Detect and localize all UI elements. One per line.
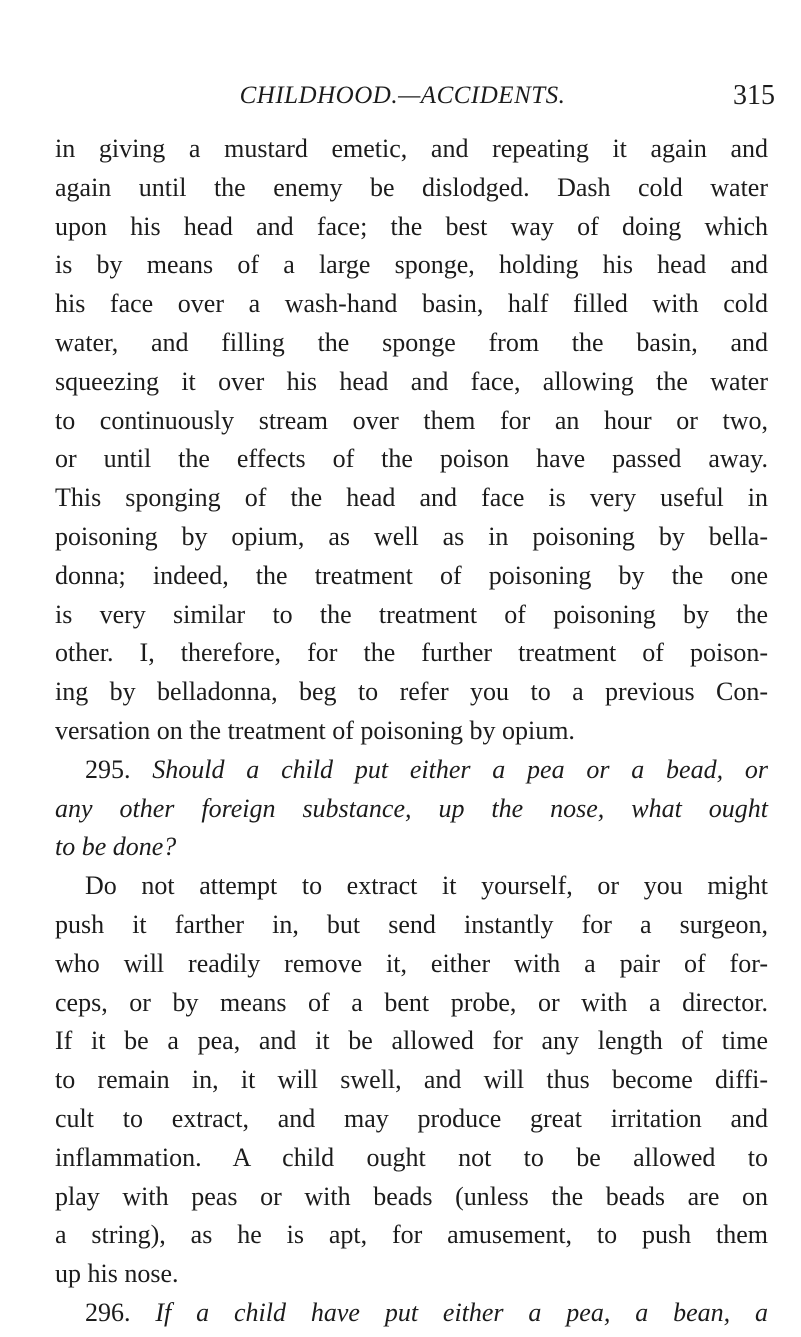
text-line: upon his head and face; the best way of doing which [55, 211, 768, 241]
text-line: or until the effects of the poison have passed away. [55, 444, 768, 474]
text-line: water, and filling the sponge from the basin, and [55, 327, 768, 357]
text-line: his face over a wash-hand basin, half filled with cold [55, 289, 768, 319]
text-line: donna; indeed, the treatment of poisoning by the one [55, 560, 768, 590]
answer-line: If it be a pea, and it be allowed for any length of time [55, 1026, 768, 1056]
text-line: ing by belladonna, beg to refer you to a previous Con- [55, 677, 768, 707]
question-number: 296. [85, 1297, 131, 1327]
text-line: poisoning by opium, as well as in poisoning by bella- [55, 521, 768, 551]
text-line: in giving a mustard emetic, and repeating it again and [55, 134, 768, 163]
text-line: squeezing it over his head and face, allowing the water [55, 366, 768, 396]
answer-line: Do not attempt to extract it yourself, or you might [85, 871, 768, 901]
question-number: 295. [85, 754, 131, 784]
page-number: 315 [733, 80, 775, 111]
answer-line: play with peas or with beads (unless the beads are on [55, 1181, 768, 1211]
answer-line: ceps, or by means of a bent probe, or with a director. [55, 987, 768, 1017]
running-title: CHILDHOOD.—ACCIDENTS. [239, 82, 566, 109]
text-line: This sponging of the head and face is very useful in [55, 483, 768, 513]
question-296-line [55, 1294, 768, 1333]
text-line: is very similar to the treatment of poisoning by the [55, 599, 768, 629]
answer-line: inflammation. A child ought not to be allowed to [55, 1142, 768, 1172]
text-line: to continuously stream over them for an hour or two, [55, 405, 768, 435]
body-text [55, 130, 768, 1333]
text-line: again until the enemy be dislodged. Dash cold water [55, 172, 768, 202]
answer-line: a string), as he is apt, for amusement, to push them [55, 1220, 768, 1250]
question-295-line [55, 828, 768, 867]
answer-line: cult to extract, and may produce great irritation and [55, 1103, 768, 1133]
answer-line: to remain in, it will swell, and will thus become diffi- [55, 1065, 768, 1095]
question-text: any other foreign substance, up the nose, what ought [55, 793, 768, 823]
question-295-line [55, 790, 768, 829]
running-head [60, 82, 775, 122]
question-text: If a child have put either a pea, a bean, a [155, 1297, 768, 1327]
answer-line: push it farther in, but send instantly for a surgeon, [55, 909, 768, 939]
text-line: is by means of a large sponge, holding his head and [55, 250, 768, 280]
text-line: versation on the treatment of poisoning by opium. [55, 715, 575, 745]
question-295-line [55, 751, 768, 790]
answer-line: who will readily remove it, either with a pair of for- [55, 948, 768, 978]
question-text: Should a child put either a pea or a bead, or [152, 754, 768, 784]
question-text: to be done? [55, 832, 177, 862]
text-line: other. I, therefore, for the further treatment of poison- [55, 638, 768, 668]
answer-line: up his nose. [55, 1259, 179, 1289]
